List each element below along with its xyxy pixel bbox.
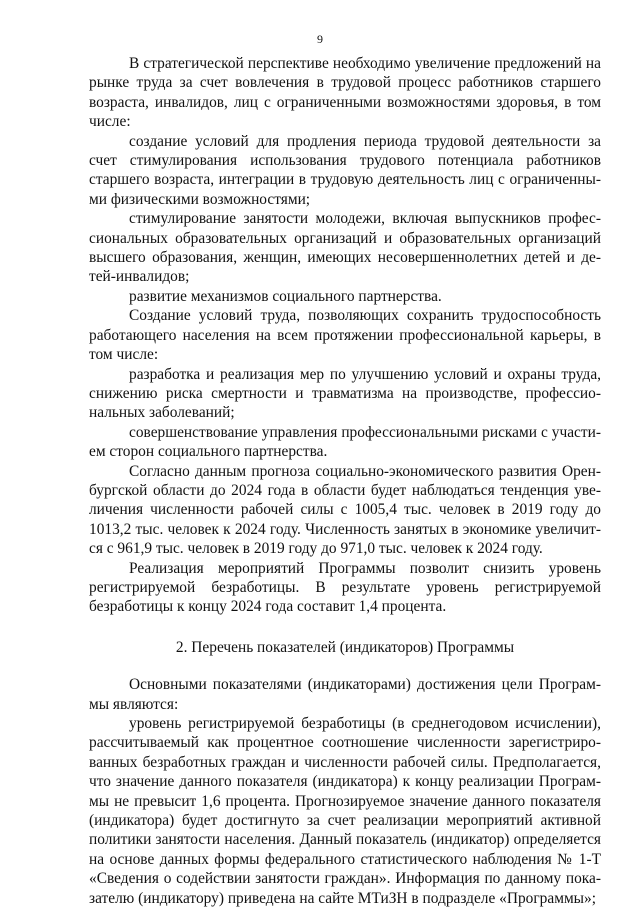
paragraph-strategic-perspective: В стратегической перспективе необходимо увеличение предложений на рынке труда за счет вовлечения в трудовой процесс работников старшего возраста, инвалидов, лиц с ограниченными возможностями здоровья, в том числе:: [89, 55, 601, 131]
section-heading: 2. Перечень показателей (индикаторов) Программы: [175, 638, 515, 656]
paragraph-labor-safety: разработка и реализация мер по улучшению условий и охраны труда, снижению риска смертности и травматизма на производстве, профессиональных заболеваний;: [89, 365, 601, 422]
paragraph-youth-employment: стимулирование занятости молодежи, включая выпускников профессиональных образовательных организаций и образовательных организаций высшего образования, женщин, имеющих несовершеннолетних детей и детей-инвалидов;: [89, 210, 601, 286]
paragraph-main-indicators: Основными показателями (индикаторами) достижения цели Программы являются:: [89, 676, 601, 713]
document-body: [89, 54, 601, 908]
paragraph-unemployment-indicator: уровень регистрируемой безработицы (в среднегодовом исчислении), рассчитываемый как процентное соотношение численности зарегистрированных безработных граждан и численности рабочей силы. Предполагается, что значение данного показателя (индикатора) к концу реализации Программы не превысит 1,6 процента. Прогнозируемое значение данного показателя (индикатора) будет достигнуто за счет реализации мероприятий активной политики занятости населения. Данный показатель (индикатор) определяется на основе данных формы федерального статистического наблюдения № 1-Т «Сведения о содействии занятости граждан». Информация по данному показателю (индикатору) приведена на сайте МТиЗН в подразделе «Программы»;: [89, 715, 601, 907]
paragraph-social-partnership: развитие механизмов социального партнерства.: [129, 287, 442, 305]
paragraph-forecast: Согласно данным прогноза социально-экономического развития Оренбургской области до 2024 года в области будет наблюдаться тенденция увеличения численности рабочей силы с 1005,4 тыс. человек в 2019 году до 1013,2 тыс. человек к 2024 году. Численность занятых в экономике увеличится с 961,9 тыс. человек в 2019 году до 971,0 тыс. человек к 2024 году.: [89, 462, 601, 558]
paragraph-working-conditions: Создание условий труда, позволяющих сохранить трудоспособность работающего населения на всем протяжении профессиональной карьеры, в том числе:: [89, 307, 601, 364]
paragraph-older-workers-conditions: создание условий для продления периода трудовой деятельности за счет стимулирования использования трудового потенциала работников старшего возраста, интеграции в трудовую деятельность лиц с ограниченными физическими возможностями;: [89, 132, 601, 208]
paragraph-risk-management: совершенствование управления профессиональными рисками с участием сторон социального партнерства.: [89, 423, 601, 461]
paragraph-unemployment-reduction: Реализация мероприятий Программы позволит снизить уровень регистрируемой безработицы. В результате уровень регистрируемой безработицы к концу 2024 года составит 1,4 процента.: [89, 559, 601, 616]
page-number: 9: [317, 32, 323, 46]
